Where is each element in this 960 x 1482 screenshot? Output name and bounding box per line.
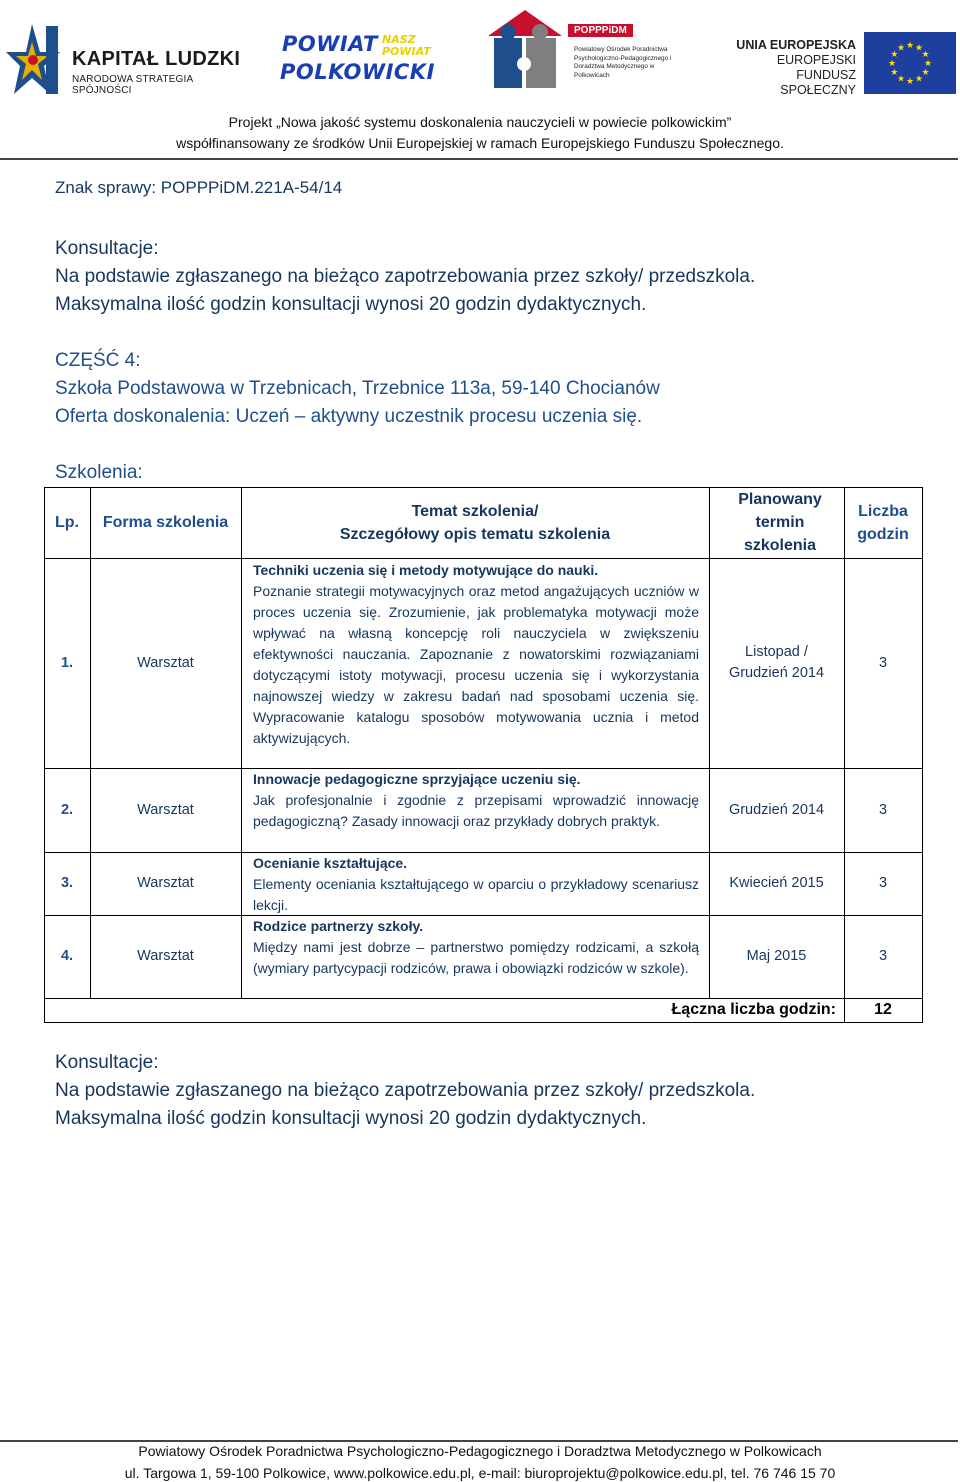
case-number: Znak sprawy: POPPPiDM.221A-54/14 <box>55 178 343 197</box>
eu-star-icon: ★ <box>896 42 906 53</box>
row1-hours: 3 <box>878 654 888 671</box>
poppp-fullname: Powiatowy Ośrodek Poradnictwa Psychologiczno-Pedagogicznego i Doradztwa Metodycznego w Polkowicach <box>574 46 672 79</box>
offer-title: Oferta doskonalenia: Uczeń – aktywny uczestnik procesu uczenia się. <box>55 406 643 427</box>
row2-lp: 2. <box>60 801 74 818</box>
row4-form: Warsztat <box>137 948 194 964</box>
project-title: Projekt „Nowa jakość systemu doskonalenia nauczycieli w powiecie polkowickim” <box>228 114 732 130</box>
total-label: Łączna liczba godzin: <box>671 1001 836 1018</box>
header-lp: Lp. <box>55 514 79 531</box>
row1-date-line2: Grudzień 2014 <box>728 665 825 681</box>
project-funding: współfinansowany ze środków Unii Europejskiej w ramach Europejskiego Funduszu Społecznego. <box>176 135 784 151</box>
kapital-ludzki-subtitle: NARODOWA STRATEGIA SPÓJNOŚCI <box>72 74 193 96</box>
row1-date <box>709 558 844 768</box>
row2-title: Innowacje pedagogiczne sprzyjające uczeniu się. <box>253 771 581 787</box>
consult-heading-2: Konsultacje: <box>55 1052 159 1073</box>
trainings-table <box>44 487 923 1023</box>
eu-stars <box>864 32 956 94</box>
header-topic-line1: Temat szkolenia/ <box>411 502 539 520</box>
eu-star-icon: ★ <box>921 49 930 59</box>
row2-hours: 3 <box>878 801 888 818</box>
eu-text-line3: FUNDUSZ SPOŁECZNY <box>780 68 856 97</box>
row3-form: Warsztat <box>137 875 194 891</box>
powiat-line1: POWIAT <box>282 32 378 56</box>
consult-line1-2: Na podstawie zgłaszanego na bieżąco zapotrzebowania przez szkoły/ przedszkola. <box>55 1080 756 1101</box>
row3-date: Kwiecień 2015 <box>729 875 824 891</box>
row4-description: Między nami jest dobrze – partnerstwo pomiędzy rodzicami, a szkołą (wymiary partycypacji rodziców, prawa i obowiązki rodziców w szkole). <box>253 939 699 976</box>
kapital-ludzki-logo <box>6 22 246 102</box>
eu-star-icon: ★ <box>914 73 924 84</box>
eu-star-icon: ★ <box>887 58 897 68</box>
row1-title: Techniki uczenia się i metody motywujące do nauki. <box>253 562 599 578</box>
kapital-ludzki-title: KAPITAŁ LUDZKI <box>72 48 241 70</box>
row3-topic <box>253 853 699 916</box>
poppp-puzzle-icon <box>482 6 568 92</box>
school-address: Szkoła Podstawowa w Trzebnicach, Trzebnice 113a, 59-140 Chocianów <box>55 378 660 399</box>
row4-topic <box>253 916 699 979</box>
eu-logo <box>722 32 958 97</box>
header-topic <box>241 487 709 558</box>
powiat-line2: POLKOWICKI <box>280 60 435 84</box>
header-date: Planowany termin szkolenia <box>738 491 822 554</box>
row3-hours: 3 <box>878 875 888 891</box>
footer-institution: Powiatowy Ośrodek Poradnictwa Psychologiczno-Pedagogicznego i Doradztwa Metodycznego w Polkowicach <box>138 1443 822 1459</box>
footer-divider <box>0 1440 958 1442</box>
row3-title: Ocenianie kształtujące. <box>253 855 408 871</box>
part-heading: CZĘŚĆ 4: <box>55 350 141 371</box>
row1-description: Poznanie strategii motywacyjnych oraz metod angażujących uczniów w proces uczenia się. Zrozumienie, jak problematyka motywacji może wpływać na własną koncepcję roli nauczyciela w zwiększeniu efektywności nauczania. Zapoznanie z nowatorskimi rozwiązaniami dotyczącymi istoty motywacji, procesu uczenia się i wykorzystania najnowszej wiedzy w zakresu badań nad sposobami uczenia się. Wypracowanie katalogu sposobów motywowania ucznia i metod aktywizujących. <box>253 583 699 746</box>
eu-star-icon: ★ <box>890 49 899 59</box>
eu-flag-icon <box>864 32 956 94</box>
row2-form: Warsztat <box>137 801 194 818</box>
row1-lp: 1. <box>60 654 74 671</box>
header-topic-line2: Szczegółowy opis tematu szkolenia <box>339 525 611 543</box>
consult-heading: Konsultacje: <box>55 238 159 259</box>
eu-star-icon: ★ <box>921 67 930 77</box>
row2-topic <box>253 769 699 832</box>
row1-form: Warsztat <box>137 654 194 671</box>
eu-text <box>722 38 856 98</box>
footer-contact: ul. Targowa 1, 59-100 Polkowice, www.polkowice.edu.pl, e-mail: biuroprojektu@polkowice.edu.pl, tel. 76 746 15 70 <box>124 1465 836 1481</box>
row4-hours: 3 <box>878 948 888 964</box>
eu-star-icon: ★ <box>905 76 915 86</box>
row3-description: Elementy oceniania kształtującego w oparciu o przykładowy scenariusz lekcji. <box>253 876 699 913</box>
eu-star-icon: ★ <box>923 58 933 68</box>
row1-date-line1: Listopad / <box>745 644 808 660</box>
eu-star-icon: ★ <box>896 73 906 84</box>
powiat-nasz-tag: NASZ POWIAT <box>382 33 431 58</box>
row4-lp: 4. <box>60 948 74 964</box>
eu-star-icon: ★ <box>890 67 899 77</box>
header-divider <box>0 158 958 160</box>
row4-title: Rodzice partnerzy szkoły. <box>253 918 424 934</box>
eu-text-line1: UNIA EUROPEJSKA <box>736 38 856 52</box>
header-form: Forma szkolenia <box>102 514 229 531</box>
trainings-heading: Szkolenia: <box>55 462 143 483</box>
eu-star-icon: ★ <box>905 40 915 50</box>
row1-topic <box>253 560 699 749</box>
consult-line1: Na podstawie zgłaszanego na bieżąco zapotrzebowania przez szkoły/ przedszkola. <box>55 266 756 287</box>
consult-line2-2: Maksymalna ilość godzin konsultacji wynosi 20 godzin dydaktycznych. <box>55 1108 647 1129</box>
row2-date: Grudzień 2014 <box>728 801 825 818</box>
eu-text-line2: EUROPEJSKI <box>776 53 856 67</box>
poppp-logo <box>482 6 678 94</box>
kapital-ludzki-star-icon <box>6 22 62 100</box>
page-header <box>0 0 960 162</box>
row3-lp: 3. <box>60 875 74 891</box>
poppp-badge: POPPPiDM <box>568 24 633 37</box>
row4-date: Maj 2015 <box>746 948 807 964</box>
powiat-polkowicki-logo <box>278 32 438 92</box>
consult-line2: Maksymalna ilość godzin konsultacji wynosi 20 godzin dydaktycznych. <box>55 294 647 315</box>
header-hours: Liczba godzin <box>857 502 909 543</box>
row2-description: Jak profesjonalnie i zgodnie z przepisami wprowadzić innowację pedagogiczną? Zasady innowacji oraz przykłady dobrych praktyk. <box>253 792 699 829</box>
eu-star-icon: ★ <box>914 42 924 53</box>
total-value: 12 <box>874 1001 892 1018</box>
